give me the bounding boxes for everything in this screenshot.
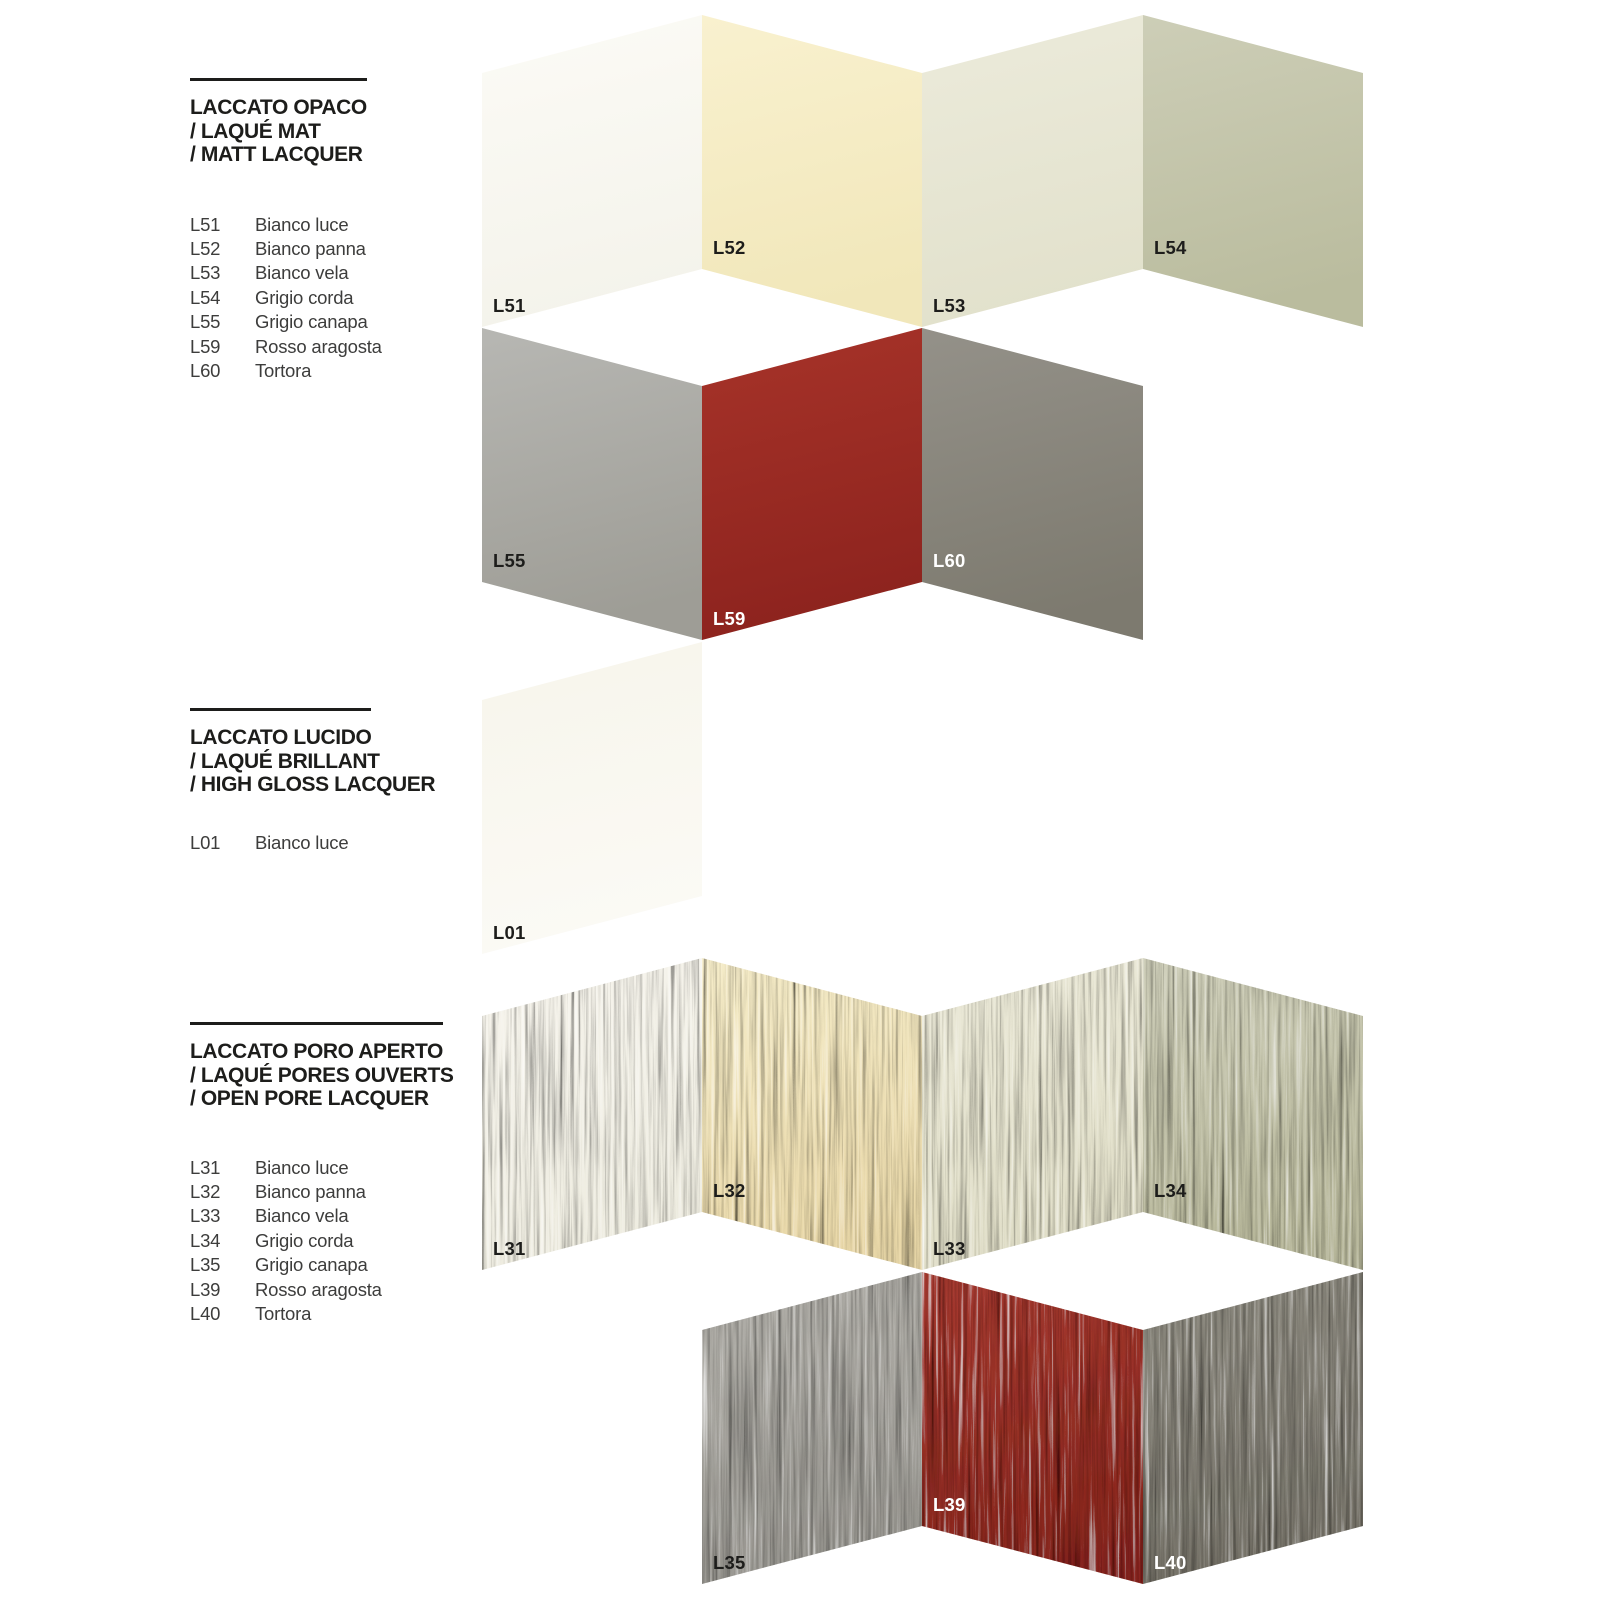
heading-line: / OPEN PORE LACQUER (190, 1087, 429, 1110)
swatch-label: L54 (1154, 237, 1187, 258)
heading-line: LACCATO PORO APERTO (190, 1022, 443, 1064)
section-matt-lacquer (190, 78, 490, 383)
swatch-label: L33 (933, 1238, 966, 1259)
list-item-code: L59 (190, 335, 221, 357)
swatch-L55 (482, 328, 702, 640)
list-item-code: L55 (190, 311, 221, 333)
swatch-L54 (1143, 15, 1363, 327)
list-item-code: L32 (190, 1180, 221, 1202)
swatch-label: L60 (933, 550, 966, 571)
swatch-label: L40 (1154, 1552, 1187, 1573)
heading-line: / MATT LACQUER (190, 143, 363, 166)
swatch-label: L31 (493, 1238, 526, 1259)
section-heading (190, 708, 490, 797)
list-item-code: L54 (190, 286, 221, 308)
swatch-L59 (702, 328, 922, 640)
heading-line: LACCATO LUCIDO (190, 708, 371, 750)
list-item (190, 1180, 490, 1204)
list-item-code: L34 (190, 1229, 221, 1251)
heading-line: / LAQUÉ BRILLANT (190, 749, 380, 773)
list-item-name: Bianco luce (255, 213, 349, 235)
swatch-label: L53 (933, 295, 966, 316)
list-item (190, 1156, 490, 1180)
swatch-label: L51 (493, 295, 526, 316)
swatch-L40 (1143, 1272, 1363, 1584)
swatch-L52 (702, 15, 922, 327)
section-heading (190, 1022, 490, 1111)
section-open-pore-lacquer (190, 1022, 490, 1326)
list-item-name: Tortora (255, 1302, 312, 1324)
list-item-code: L01 (190, 831, 221, 853)
list-item-code: L52 (190, 237, 221, 259)
swatch-L32 (702, 958, 922, 1270)
list-item (190, 831, 490, 855)
swatch-label: L32 (713, 1180, 746, 1201)
heading-line: / LAQUÉ MAT (190, 119, 321, 143)
list-item-name: Rosso aragosta (255, 335, 382, 357)
list-item (190, 1302, 490, 1326)
list-item-name: Grigio canapa (255, 1254, 368, 1276)
heading-line: / LAQUÉ PORES OUVERTS (190, 1063, 454, 1087)
swatch-L53 (922, 15, 1143, 327)
swatch-label: L39 (933, 1494, 966, 1515)
swatch-label: L59 (713, 608, 746, 629)
swatch-label: L55 (493, 550, 526, 571)
list-item-name: Bianco vela (255, 1205, 349, 1227)
section-high-gloss-lacquer (190, 708, 490, 855)
list-item (190, 359, 490, 383)
list-item-name: Bianco luce (255, 831, 349, 853)
list-item (190, 1253, 490, 1277)
heading-line: LACCATO OPACO (190, 78, 367, 120)
list-item (190, 1278, 490, 1302)
section-heading (190, 78, 490, 167)
swatch-label: L35 (713, 1552, 746, 1573)
swatch-L60 (922, 328, 1143, 640)
list-item (190, 1204, 490, 1228)
list-item-name: Tortora (255, 359, 312, 381)
list-item-name: Bianco panna (255, 237, 366, 259)
swatch-L39 (922, 1272, 1143, 1584)
list-item-code: L40 (190, 1302, 221, 1324)
list-item-code: L60 (190, 359, 221, 381)
swatch-L34 (1143, 958, 1363, 1270)
list-item-code: L53 (190, 262, 221, 284)
list-item (190, 310, 490, 334)
swatch-list (190, 831, 490, 855)
list-item-name: Grigio corda (255, 286, 354, 308)
swatch-L35 (702, 1272, 922, 1584)
list-item-name: Bianco panna (255, 1180, 366, 1202)
swatch-list (190, 1156, 490, 1327)
swatch-label: L01 (493, 922, 526, 943)
swatch-L51 (482, 15, 702, 327)
list-item-name: Grigio canapa (255, 311, 368, 333)
swatch-L33 (922, 958, 1143, 1270)
heading-line: / HIGH GLOSS LACQUER (190, 773, 436, 796)
list-item-code: L33 (190, 1205, 221, 1227)
list-item (190, 335, 490, 359)
swatch-label: L34 (1154, 1180, 1187, 1201)
swatch-label: L52 (713, 237, 746, 258)
list-item (190, 286, 490, 310)
list-item-name: Grigio corda (255, 1229, 354, 1251)
list-item (190, 1229, 490, 1253)
swatch-L01 (482, 642, 702, 954)
list-item (190, 261, 490, 285)
list-item-code: L35 (190, 1254, 221, 1276)
list-item (190, 213, 490, 237)
list-item-code: L39 (190, 1278, 221, 1300)
swatch-list (190, 213, 490, 384)
list-item-code: L51 (190, 213, 221, 235)
list-item-code: L31 (190, 1156, 221, 1178)
swatch-L31 (482, 958, 702, 1270)
list-item-name: Bianco luce (255, 1156, 349, 1178)
list-item-name: Bianco vela (255, 262, 349, 284)
list-item-name: Rosso aragosta (255, 1278, 382, 1300)
swatch-layer (482, 15, 1363, 1584)
list-item (190, 237, 490, 261)
